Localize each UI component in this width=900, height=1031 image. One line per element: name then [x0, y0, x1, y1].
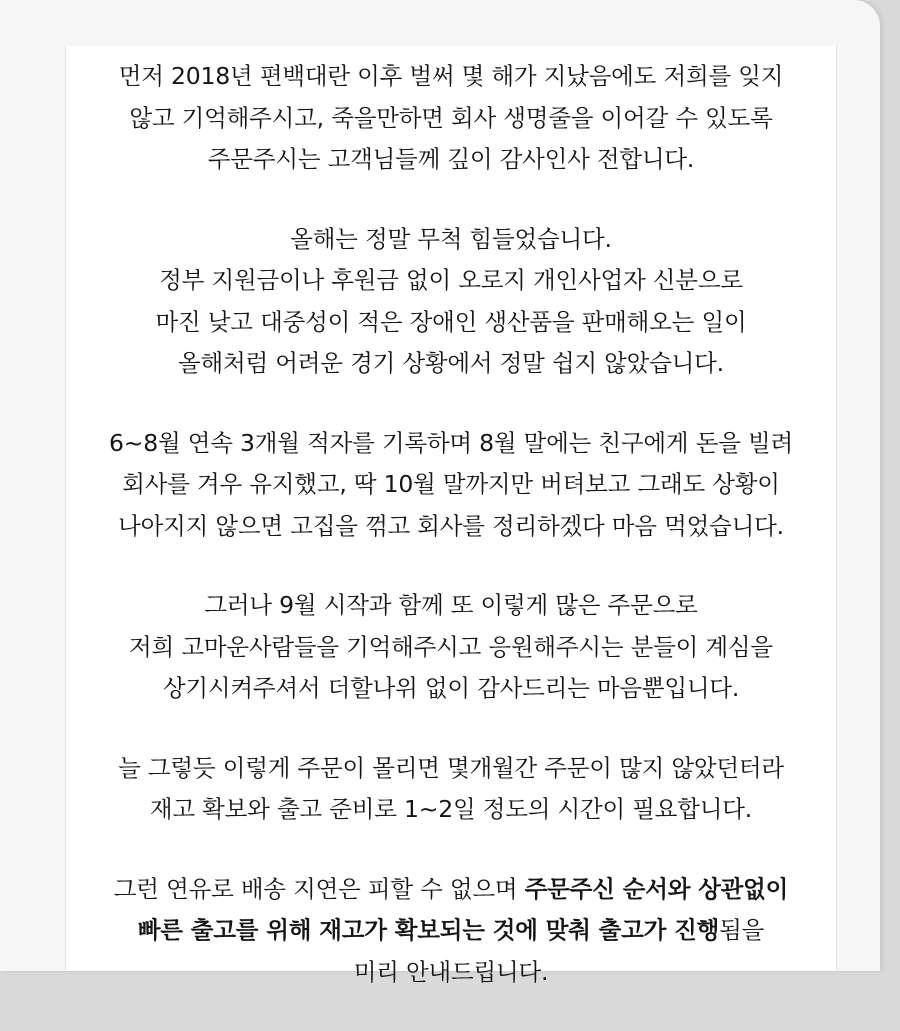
notice-text-segment: 올해는 정말 무척 힘들었습니다.	[290, 224, 612, 253]
notice-paragraph	[66, 219, 836, 385]
notice-paragraph	[66, 585, 836, 710]
notice-paragraph	[66, 423, 836, 548]
notice-line	[66, 585, 836, 627]
notice-text-segment: 않고 기억해주시고, 죽을만하면 회사 생명줄을 이어갈 수 있도록	[129, 103, 773, 132]
notice-text-segment: 됨을	[719, 916, 765, 944]
notice-line	[66, 56, 836, 98]
notice-line	[66, 260, 836, 302]
notice-line	[66, 668, 836, 710]
notice-paragraph	[66, 748, 836, 831]
notice-line	[66, 219, 836, 261]
notice-line	[66, 627, 836, 669]
notice-text-segment: 나아지지 않으면 고집을 꺾고 회사를 정리하겠다 마음 먹었습니다.	[118, 511, 784, 540]
notice-line	[66, 98, 836, 140]
notice-line	[66, 506, 836, 548]
notice-emphasis-text: 주문주신 순서와 상관없이	[524, 874, 789, 903]
notice-line	[66, 343, 836, 385]
notice-paragraph	[66, 869, 836, 994]
notice-line	[66, 869, 836, 911]
notice-line	[66, 139, 836, 181]
notice-text-segment: 6~8월 연속 3개월 적자를 기록하며 8월 말에는 친구에게 돈을 빌려	[109, 428, 793, 457]
notice-text-segment: 정부 지원금이나 후원금 없이 오로지 개인사업자 신분으로	[159, 266, 743, 294]
notice-text-segment: 회사를 겨우 유지했고, 딱 10월 말까지만 버텨보고 그래도 상황이	[122, 470, 780, 498]
notice-text-segment: 올해처럼 어려운 경기 상황에서 정말 쉽지 않았습니다.	[178, 349, 724, 377]
notice-line	[66, 910, 836, 952]
notice-line	[66, 464, 836, 506]
notice-line	[66, 302, 836, 344]
notice-text	[66, 56, 836, 1031]
notice-line	[66, 423, 836, 465]
notice-text-segment: 상기시켜주셔서 더할나위 없이 감사드리는 마음뿐입니다.	[162, 674, 740, 702]
notice-text-segment: 주문주시는 고객님들께 깊이 감사인사 전합니다.	[207, 145, 695, 173]
notice-emphasis-text: 빠른 출고를 위해 재고가 확보되는 것에 맞춰 출고가 진행	[137, 916, 720, 944]
notice-text-segment: 그러나 9월 시작과 함께 또 이렇게 많은 주문으로	[204, 591, 698, 619]
notice-line	[66, 952, 836, 994]
notice-text-segment: 미리 안내드립니다.	[353, 957, 549, 986]
notice-paragraph	[66, 56, 836, 181]
notice-text-segment: 먼저 2018년 편백대란 이후 벌써 몇 해가 지났음에도 저희를 잊지	[118, 62, 784, 90]
notice-line	[66, 748, 836, 790]
notice-text-segment: 늘 그렇듯 이렇게 주문이 몰리면 몇개월간 주문이 많지 않았던터라	[118, 753, 784, 782]
notice-text-segment: 그런 연유로 배송 지연은 피할 수 없으며	[113, 874, 525, 903]
notice-text-segment: 마진 낮고 대중성이 적은 장애인 생산품을 판매해오는 일이	[155, 307, 747, 336]
notice-text-segment: 재고 확보와 출고 준비로 1~2일 정도의 시간이 필요합니다.	[149, 795, 753, 823]
notice-text-segment: 저희 고마운사람들을 기억해주시고 응원해주시는 분들이 계심을	[129, 632, 773, 661]
content-panel	[65, 46, 837, 986]
notice-line	[66, 789, 836, 831]
